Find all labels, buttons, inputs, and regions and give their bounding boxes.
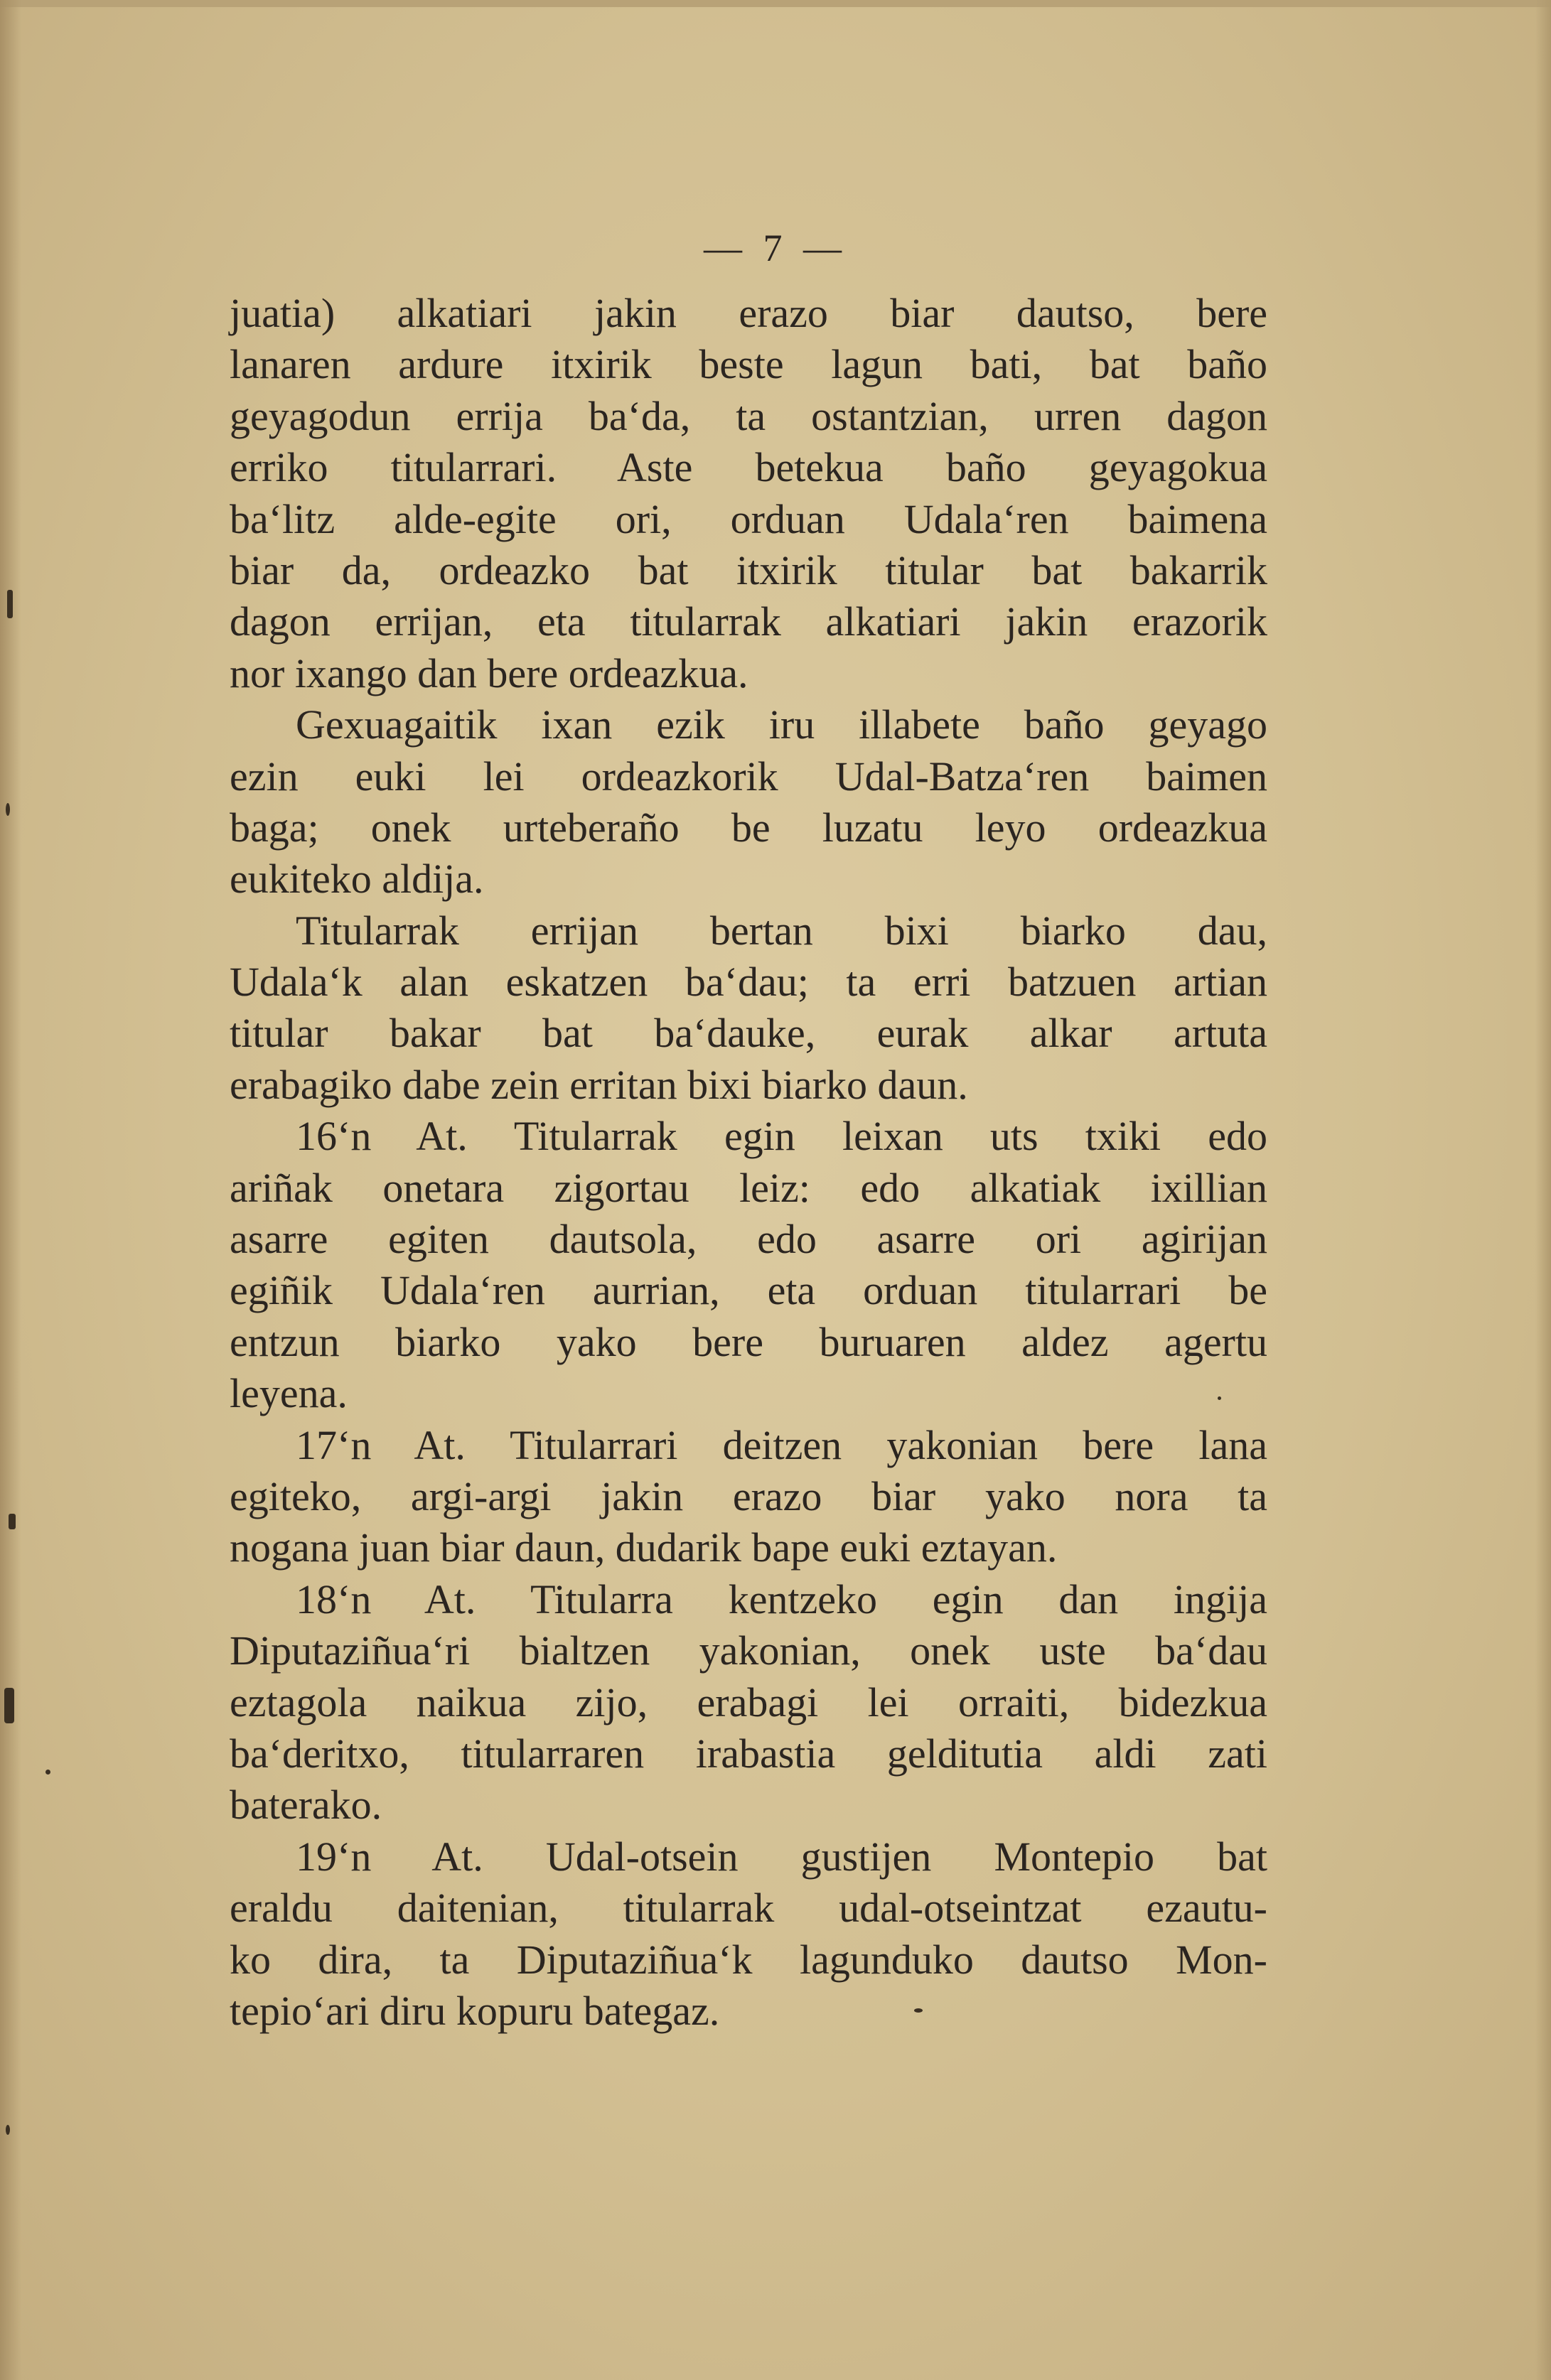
text-line: ko dira, ta Diputaziñua‘k lagunduko dautso Mon- [230, 1936, 1267, 1983]
text-line: baterako. [230, 1782, 382, 1829]
text-line: nor ixango dan bere ordeazkua. [230, 650, 748, 696]
text-line: eztagola naikua zijo, erabagi lei orraiti, bidezkua [230, 1679, 1267, 1725]
text-line: dagon errijan, eta titularrak alkatiari jakin erazorik [230, 598, 1267, 645]
text-line: entzun biarko yako bere buruaren aldez agertu [230, 1318, 1267, 1365]
page-number: — 7 — [704, 227, 847, 269]
text-line: 16‘n At. Titularrak egin leixan uts txiki edo [296, 1113, 1267, 1160]
text-line: eukiteko aldija. [230, 856, 484, 903]
text-line: juatia) alkatiari jakin erazo biar dautso, bere [230, 290, 1267, 336]
text-line: erriko titularrari. Aste betekua baño geyagokua [230, 444, 1267, 491]
text-line: 17‘n At. Titularrari deitzen yakonian bere lana [296, 1421, 1267, 1468]
text-line: Diputaziñua‘ri bialtzen yakonian, onek uste ba‘dau [230, 1627, 1267, 1674]
text-line: Udala‘k alan eskatzen ba‘dau; ta erri batzuen artian [230, 959, 1267, 1006]
page-top-edge [0, 0, 1551, 7]
text-line: leyena. [230, 1370, 348, 1417]
text-line: baga; onek urteberaño be luzatu leyo ordeazkua [230, 804, 1267, 851]
ink-speck [7, 590, 13, 618]
text-line: 19‘n At. Udal-otsein gustijen Montepio bat [296, 1833, 1267, 1880]
text-line: lanaren ardure itxirik beste lagun bati, bat baño [230, 341, 1267, 388]
text-line: Titularrak errijan bertan bixi biarko dau, [296, 907, 1267, 954]
ink-speck [914, 2008, 923, 2013]
text-line: 18‘n At. Titularra kentzeko egin dan ingija [296, 1576, 1267, 1622]
text-line: biar da, ordeazko bat itxirik titular bat bakarrik [230, 546, 1267, 593]
text-line: geyagodun errija ba‘da, ta ostantzian, urren dagon [230, 392, 1267, 439]
text-line: nogana juan biar daun, dudarik bape euki eztayan. [230, 1524, 1058, 1571]
ink-speck [9, 1514, 16, 1529]
text-line: egiñik Udala‘ren aurrian, eta orduan titularrari be [230, 1267, 1267, 1314]
body-text [230, 288, 1267, 2037]
text-line: erabagiko dabe zein erritan bixi biarko daun. [230, 1061, 968, 1108]
ink-speck [6, 2125, 10, 2135]
ink-speck [6, 803, 10, 816]
text-line: ezin euki lei ordeazkorik Udal-Batza‘ren baimen [230, 753, 1267, 799]
text-line: asarre egiten dautsola, edo asarre ori agirijan [230, 1216, 1267, 1263]
text-line: titular bakar bat ba‘dauke, eurak alkar artuta [230, 1010, 1267, 1057]
ink-speck [1218, 1396, 1221, 1400]
page-right-edge [1535, 0, 1551, 2380]
text-line: ariñak onetara zigortau leiz: edo alkatiak ixillian [230, 1164, 1267, 1211]
ink-speck [4, 1688, 14, 1723]
ink-speck [45, 1770, 50, 1775]
text-line: Gexuagaitik ixan ezik iru illabete baño geyago [296, 701, 1267, 748]
text-line: ba‘litz alde-egite ori, orduan Udala‘ren baimena [230, 495, 1267, 542]
text-line: ba‘deritxo, titularraren irabastia gelditutia aldi zati [230, 1730, 1267, 1777]
text-line: eraldu daitenian, titularrak udal-otseintzat ezautu- [230, 1885, 1267, 1932]
text-line: tepio‘ari diru kopuru bategaz. [230, 1987, 720, 2034]
text-line: egiteko, argi-argi jakin erazo biar yako nora ta [230, 1472, 1267, 1519]
page-left-shadow [0, 0, 21, 2380]
